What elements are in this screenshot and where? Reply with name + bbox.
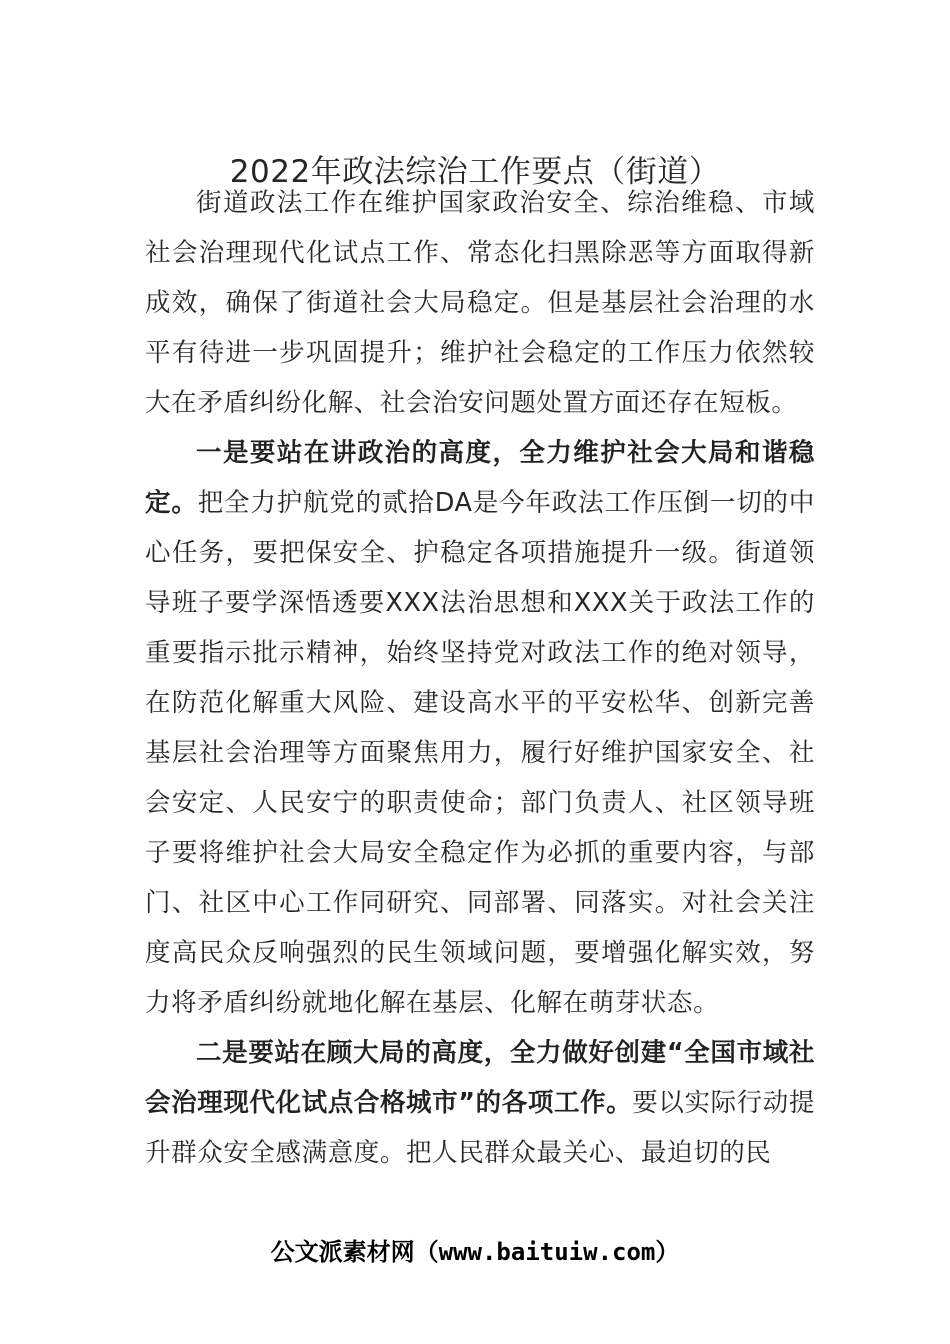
paragraph-point-two xyxy=(145,1028,815,1178)
paragraph-lead-heading: 二是要站在顾大局的高度，全力做好创建“全国市域社会治理现代化试点合格城市”的各项工作。 xyxy=(145,1038,815,1118)
paragraph-text: 把全力护航党的贰拾DA是今年政法工作压倒一切的中心任务，要把保安全、护稳定各项措施提升一级。街道领导班子要学深悟透要XXX法治思想和XXX关于政法工作的重要指示批示精神，始终坚持党对政法工作的绝对领导，在防范化解重大风险、建设高水平的平安松华、创新完善基层社会治理等方面聚焦用力，履行好维护国家安全、社会安定、人民安宁的职责使命；部门负责人、社区领导班子要将维护社会大局安全稳定作为必抓的重要内容，与部门、社区中心工作同研究、同部署、同落实。对社会关注度高民众反响强烈的民生领域问题，要增强化解实效，努力将矛盾纠纷就地化解在基层、化解在萌芽状态。 xyxy=(145,488,815,1018)
paragraph-text: 街道政法工作在维护国家政治安全、综治维稳、市域社会治理现代化试点工作、常态化扫黑除恶等方面取得新成效，确保了街道社会大局稳定。但是基层社会治理的水平有待进一步巩固提升；维护社会稳定的工作压力依然较大在矛盾纠纷化解、社会治安问题处置方面还存在短板。 xyxy=(145,188,815,418)
paragraph-point-one xyxy=(145,428,815,1028)
document-title: 2022年政法综治工作要点（街道） xyxy=(229,153,721,190)
paragraph-text: 要以实际行动提升群众安全感满意度。把人民群众最关心、最迫切的民 xyxy=(145,1088,815,1168)
footer-brand: 公文派素材网 xyxy=(270,1238,415,1266)
page-footer xyxy=(0,1232,950,1272)
footer-url: （www.baituiw.com） xyxy=(414,1238,680,1266)
paragraph-lead-heading: 一是要站在讲政治的高度，全力维护社会大局和谐稳定。 xyxy=(145,438,815,518)
document-body xyxy=(145,178,815,1178)
paragraph-intro xyxy=(145,178,815,428)
